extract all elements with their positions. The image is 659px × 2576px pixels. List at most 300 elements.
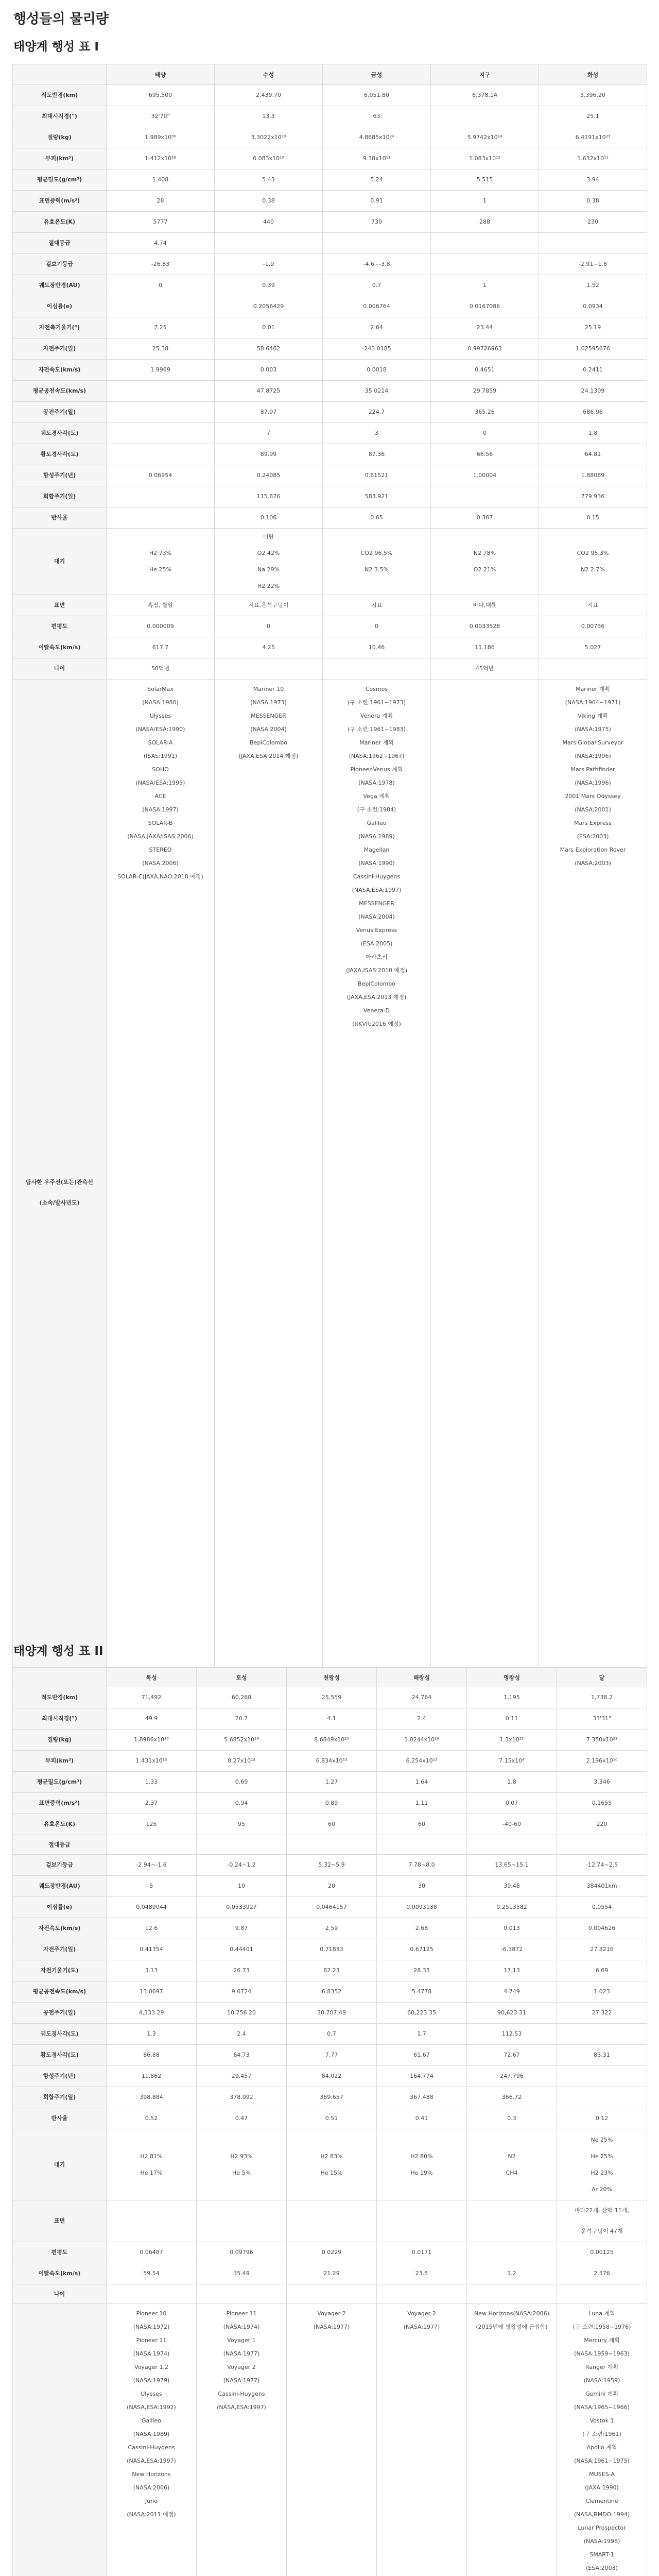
table-cell: 11.862 [107, 2066, 197, 2087]
table-cell: 1.408 [107, 170, 215, 191]
table-cell: 6,051.80 [323, 85, 431, 106]
table-cell [107, 402, 215, 423]
row-label: 항성주기(년) [13, 2066, 107, 2087]
table-cell: 58.6462 [215, 338, 323, 360]
table-cell: 4.1 [287, 1708, 377, 1730]
table-cell: 0.000009 [107, 616, 215, 637]
table-cell [467, 2242, 557, 2263]
table-row [13, 254, 647, 275]
table-cell: 0.2056429 [215, 296, 323, 317]
table-cell [107, 296, 215, 317]
row-label: 평균공전속도(km/s) [13, 381, 107, 402]
table-cell: 3.94 [539, 170, 647, 191]
table-cell: 367.488 [377, 2087, 467, 2108]
table-cell: 26.73 [197, 1960, 287, 1981]
table-cell: 25.1 [539, 106, 647, 127]
table-cell: 0.00736 [539, 616, 647, 637]
row-label: 항성주기(년) [13, 465, 107, 486]
row-label: 자전주기(일) [13, 1939, 107, 1960]
table-cell: 0.71833 [287, 1939, 377, 1960]
table-cell: 0.2513582 [467, 1897, 557, 1918]
table-row [13, 2200, 647, 2242]
page-title: 행성들의 물리량 [13, 11, 109, 27]
table-cell: 3.13 [107, 1960, 197, 1981]
table-cell [107, 2200, 197, 2242]
table-cell: 6.69 [557, 1960, 647, 1981]
table-cell: 20.7 [197, 1708, 287, 1730]
table-row [13, 2284, 647, 2304]
table-cell: 28 [107, 191, 215, 212]
column-header: 지구 [431, 64, 539, 85]
table-cell: -1.9 [215, 254, 323, 275]
table-cell: 13.0697 [107, 1981, 197, 2003]
table-cell: Cosmos (구 소련:1961~1973) Venera 계획 (구 소련:1961~1983) Mariner 계획 (NASA:1962~1967) Pioneer-Venus 계획 (NASA:1978) Vega 계획 (구 소련:1984) Galileo (NASA:1989) Magellan (NASA:1990) Cassini-Huygens (NASA,ESA:1997) MESSENGER (NASA:2004) Venus Express (ESA:2005) 아카츠키 (JAXA,ISAS:2010 예정) BepiColombo (JAXA,ESA:2013 예정) Venera-D (RKVR:2016 예정) [323, 680, 431, 1703]
row-label: 이탈속도(km/s) [13, 2263, 107, 2284]
table-cell: 23.5 [377, 2263, 467, 2284]
table-cell: 0.0464157 [287, 1897, 377, 1918]
table-cell: 33'31" [557, 1708, 647, 1730]
table-cell: 11.186 [431, 637, 539, 658]
table-cell: 1.52 [539, 275, 647, 296]
table-row [13, 2263, 647, 2284]
table-cell: 1.431x10¹⁵ [107, 1751, 197, 1772]
table-cell [107, 2284, 197, 2304]
table-row [13, 680, 647, 1703]
table-cell: 112.53 [467, 2024, 557, 2045]
table-cell [557, 2024, 647, 2045]
row-label: 궤도경사각(도) [13, 2024, 107, 2045]
table-cell [287, 2284, 377, 2304]
table-row [13, 296, 647, 317]
table-row [13, 1708, 647, 1730]
table1-heading: 태양계 행성 표 I [13, 40, 99, 54]
table-cell: 86.88 [107, 2045, 197, 2066]
table-cell: 440 [215, 212, 323, 233]
table-cell [467, 2284, 557, 2304]
table-row [13, 402, 647, 423]
table-cell: 0.4651 [431, 360, 539, 381]
table-cell [431, 233, 539, 254]
table-cell: 0.3 [467, 2108, 557, 2129]
table-cell: 2.37 [107, 1793, 197, 1814]
table-cell: 4.749 [467, 1981, 557, 2003]
table-cell: 지표,운석구덩이 [215, 595, 323, 616]
table-cell: 230 [539, 212, 647, 233]
table-cell: 5.9742x10²⁴ [431, 127, 539, 148]
column-header: 토성 [197, 1668, 287, 1687]
table-cell: 17.13 [467, 1960, 557, 1981]
table-cell: 2.376 [557, 2263, 647, 2284]
table-cell: 0 [107, 275, 215, 296]
table-row [13, 2045, 647, 2066]
table-row [13, 275, 647, 296]
table-cell: 125 [107, 1814, 197, 1835]
table-cell: 0.39 [215, 275, 323, 296]
row-label: 공전주기(일) [13, 402, 107, 423]
table-cell: 5777 [107, 212, 215, 233]
table-cell: 0.003 [215, 360, 323, 381]
table-cell: Pioneer 10 (NASA:1972) Pioneer 11 (NASA:1974) Voyager 1,2 (NASA:1979) Ulysses (NASA,ESA:1992) Galileo (NASA:1989) Cassini-Huygens (NASA,ESA:1997) New Horizons (NASA:2006) Juno (NASA:2011 예정) [107, 2304, 197, 2576]
table-cell: 115.876 [215, 486, 323, 507]
row-label: 이탈속도(km/s) [13, 637, 107, 658]
table-cell: 0.01 [215, 317, 323, 338]
table-cell: 6.254x10¹³ [377, 1751, 467, 1772]
table-cell: 1.02595676 [539, 338, 647, 360]
table-cell: 0.106 [215, 507, 323, 529]
table-cell [557, 2284, 647, 2304]
table-row [13, 2024, 647, 2045]
row-label: 부피(km³) [13, 148, 107, 170]
table-cell: 0.0093138 [377, 1897, 467, 1918]
table-cell [539, 658, 647, 680]
table-cell: 10 [197, 1876, 287, 1897]
table-cell: 0.09796 [197, 2242, 287, 2263]
table-cell [557, 2087, 647, 2108]
table-cell: 25.38 [107, 338, 215, 360]
table-cell: 1.33 [107, 1772, 197, 1793]
table-cell: 2.4 [377, 1708, 467, 1730]
table-row [13, 2108, 647, 2129]
column-header: 목성 [107, 1668, 197, 1687]
table-cell: 바다22개, 산맥 11개, 운석구덩이 47개 [557, 2200, 647, 2242]
table-cell [197, 1835, 287, 1855]
table-row [13, 465, 647, 486]
table-cell: 7.25 [107, 317, 215, 338]
row-label: 평균밀도(g/cm³) [13, 170, 107, 191]
table-cell: 779.936 [539, 486, 647, 507]
table-cell: 47.8725 [215, 381, 323, 402]
table-cell: Luna 계획 (구 소련:1958~1976) Mercury 계획 (NASA:1959~1963) Ranger 계획 (NASA:1959) Gemini 계획 (NASA:1965~1966) Vostok 1 (구 소련:1961) Apollo 계획 (NASA:1961~1975) MUSES-A (JAXA:1990) Clementine (NASA,BMDO:1994) Lunar Prospector (NASA:1998) SMART-1 (ESA:2003) [557, 2304, 647, 2576]
row-label: 유효온도(K) [13, 1814, 107, 1835]
table-cell: 6.8352 [287, 1981, 377, 2003]
table-cell: 84.022 [287, 2066, 377, 2087]
table-cell: 13.3 [215, 106, 323, 127]
table-cell: 0.91 [323, 191, 431, 212]
table-row [13, 191, 647, 212]
table-cell: 1.3 [107, 2024, 197, 2045]
row-label: 자전기울기(도) [13, 1960, 107, 1981]
table-row [13, 2087, 647, 2108]
table-cell: 59.54 [107, 2263, 197, 2284]
row-label: 나이 [13, 2284, 107, 2304]
table-cell: 3 [323, 423, 431, 444]
table-cell: H2 80% He 19% [377, 2129, 467, 2200]
table-cell: 164.774 [377, 2066, 467, 2087]
table-cell: 63 [323, 106, 431, 127]
table-cell [107, 486, 215, 507]
table-row [13, 2003, 647, 2024]
table-row [13, 2304, 647, 2576]
table-cell [215, 658, 323, 680]
table-cell [323, 658, 431, 680]
table-cell: 95 [197, 1814, 287, 1835]
table-cell [377, 2200, 467, 2242]
table-cell: 27.322 [557, 2003, 647, 2024]
table-row [13, 1793, 647, 1814]
table-cell: 5.515 [431, 170, 539, 191]
table-cell: 6.834x10¹³ [287, 1751, 377, 1772]
row-label: 회합주기(일) [13, 486, 107, 507]
table-cell [107, 444, 215, 465]
table-cell: 1.00004 [431, 465, 539, 486]
table-row [13, 1855, 647, 1876]
table-cell: 5.43 [215, 170, 323, 191]
table-row [13, 1897, 647, 1918]
table-cell: 89.99 [215, 444, 323, 465]
table-cell: 0 [431, 423, 539, 444]
table-row [13, 148, 647, 170]
table-row [13, 85, 647, 106]
table-cell: 4.25 [215, 637, 323, 658]
planet-table-1 [12, 64, 647, 1703]
table-cell: 24,764 [377, 1687, 467, 1708]
table-row [13, 127, 647, 148]
table-cell: 25.19 [539, 317, 647, 338]
table-cell: 1.412x10¹⁸ [107, 148, 215, 170]
table-cell: 0.99726963 [431, 338, 539, 360]
table-cell: 0.69 [197, 1772, 287, 1793]
table-cell: 0.0934 [539, 296, 647, 317]
table-cell: 5.32~5.9 [287, 1855, 377, 1876]
table-cell: 1.8986x10²⁷ [107, 1730, 197, 1751]
column-header: 해왕성 [377, 1668, 467, 1687]
table-row [13, 212, 647, 233]
table-cell: 7.78~8.0 [377, 1855, 467, 1876]
row-label: 편평도 [13, 616, 107, 637]
row-label: 탐사한 우주선(또는)관측선 (소속/발사년도) [13, 680, 107, 1703]
table-cell: 1.632x10¹¹ [539, 148, 647, 170]
table-cell: 247.796 [467, 2066, 557, 2087]
row-label: 평균밀도(g/cm³) [13, 1772, 107, 1793]
table-cell: 지표 [539, 595, 647, 616]
table-cell: 10,756.20 [197, 2003, 287, 2024]
table-cell: 0.51 [287, 2108, 377, 2129]
table-cell: 1.7 [377, 2024, 467, 2045]
table-cell: 32'70" [107, 106, 215, 127]
table-cell: 378.092 [197, 2087, 287, 2108]
table-cell: 369.657 [287, 2087, 377, 2108]
table-cell: 0.12 [557, 2108, 647, 2129]
table-cell: New Horizons(NASA:2006) (2015년에 명왕성에 근접함) [467, 2304, 557, 2576]
table-cell: 5 [107, 1876, 197, 1897]
table-cell: 60 [377, 1814, 467, 1835]
table-cell: 0 [215, 616, 323, 637]
table-cell: 90,623.31 [467, 2003, 557, 2024]
table-row [13, 486, 647, 507]
table-cell: 1.27 [287, 1772, 377, 1793]
table-row [13, 529, 647, 595]
table-row [13, 637, 647, 658]
row-label: 적도반경(km) [13, 85, 107, 106]
table-cell: 0.0229 [287, 2242, 377, 2263]
row-label [13, 2304, 107, 2576]
table-cell: 2.64 [323, 317, 431, 338]
table-cell: 0.41 [377, 2108, 467, 2129]
row-label: 이심률(e) [13, 1897, 107, 1918]
table-cell: 0.24085 [215, 465, 323, 486]
table-cell: 1.88089 [539, 465, 647, 486]
table-cell: 1.989x10³⁰ [107, 127, 215, 148]
table-cell [107, 507, 215, 529]
row-label: 표면 [13, 595, 107, 616]
row-label: 궤도장반경(AU) [13, 275, 107, 296]
table-cell: 0.15 [539, 507, 647, 529]
table-cell: 0.0167086 [431, 296, 539, 317]
table-cell [431, 254, 539, 275]
table-cell: 365.26 [431, 402, 539, 423]
table-cell: 0.94 [197, 1793, 287, 1814]
table-cell: 0.0018 [323, 360, 431, 381]
table-cell: 6.083x10¹⁰ [215, 148, 323, 170]
table-cell [287, 2200, 377, 2242]
table-row [13, 658, 647, 680]
table-row [13, 360, 647, 381]
table-cell: H2 81% He 17% [107, 2129, 197, 2200]
table-row [13, 1918, 647, 1939]
table-cell: 29.457 [197, 2066, 287, 2087]
table-cell: 384401km [557, 1876, 647, 1897]
row-label: 궤도경사각(도) [13, 423, 107, 444]
row-label: 최대시직경(") [13, 1708, 107, 1730]
row-label: 황도경사각(도) [13, 2045, 107, 2066]
header-corner [13, 64, 107, 85]
table-cell: 83.31 [557, 2045, 647, 2066]
column-header: 수성 [215, 64, 323, 85]
table-cell: 0.0533927 [197, 1897, 287, 1918]
table-cell: 29.7859 [431, 381, 539, 402]
table-cell: -40-60 [467, 1814, 557, 1835]
table-cell: 87.97 [215, 402, 323, 423]
column-header: 달 [557, 1668, 647, 1687]
table-cell [287, 1835, 377, 1855]
table-cell: 60 [287, 1814, 377, 1835]
table-cell: 0 [323, 616, 431, 637]
table-row [13, 1687, 647, 1708]
table-cell: 23.44 [431, 317, 539, 338]
table-cell: -2.91~1.8 [539, 254, 647, 275]
table-cell: 7.350x10²² [557, 1730, 647, 1751]
table-cell: 2.4 [197, 2024, 287, 2045]
table-row [13, 170, 647, 191]
table-cell: 0.7 [323, 275, 431, 296]
table-row [13, 595, 647, 616]
table-cell: Pioneer 11 (NASA:1974) Voyager 1 (NASA:1977) Voyager 2 (NASA:1977) Cassini-Huygens (NASA,ESA:1997) [197, 2304, 287, 2576]
table-cell: -2.94~-1.6 [107, 1855, 197, 1876]
table-cell: 0.07 [467, 1793, 557, 1814]
table-cell: 7.77 [287, 2045, 377, 2066]
table-cell: 583.921 [323, 486, 431, 507]
table-cell: 3,396.20 [539, 85, 647, 106]
table-cell: 1 [431, 275, 539, 296]
table-cell: 45억년 [431, 658, 539, 680]
table-cell: 617.7 [107, 637, 215, 658]
table-row [13, 616, 647, 637]
row-label: 유효온도(K) [13, 212, 107, 233]
table-cell: H2 83% He 15% [287, 2129, 377, 2200]
row-label: 적도반경(km) [13, 1687, 107, 1708]
table-cell: SolarMax (NASA:1980) Ulysses (NASA/ESA:1990) SOLAR-A (ISAS:1991) SOHO (NASA/ESA:1995) ACE (NASA:1997) SOLAR-B (NASA,JAXA/ISAS:2006) STEREO (NASA:2006) SOLAR-C(JAXA,NAO:2018 예정) [107, 680, 215, 1703]
row-label: 표면 [13, 2200, 107, 2242]
row-label: 회합주기(일) [13, 2087, 107, 2108]
table-cell: 바다,대륙 [431, 595, 539, 616]
table-row [13, 381, 647, 402]
table-cell: 1.0244x10²⁶ [377, 1730, 467, 1751]
row-label: 부피(km³) [13, 1751, 107, 1772]
table-cell: 25,559 [287, 1687, 377, 1708]
row-label: 자전속도(km/s) [13, 360, 107, 381]
table-cell: 35.49 [197, 2263, 287, 2284]
table-cell: 5.24 [323, 170, 431, 191]
table-cell: Mariner 계획 (NASA:1964~1971) Viking 계획 (NASA:1975) Mars Global Surveyor (NASA:1996) Mars Pathfinder (NASA:1996) 2001 Mars Odyssey (NASA:2001) Mars Express (ESA:2003) Mars Exploration Rover (NASA:2003) [539, 680, 647, 1703]
row-label: 질량(kg) [13, 1730, 107, 1751]
table-cell: 0.00125 [557, 2242, 647, 2263]
table-cell: 27.3216 [557, 1939, 647, 1960]
table-cell: 0.004626 [557, 1918, 647, 1939]
table-row [13, 1730, 647, 1751]
table-row [13, 1814, 647, 1835]
row-label: 공전주기(일) [13, 2003, 107, 2024]
table-cell: 695,500 [107, 85, 215, 106]
table-cell: 0.006764 [323, 296, 431, 317]
table-cell: 61.67 [377, 2045, 467, 2066]
table-cell: 0.38 [539, 191, 647, 212]
table-cell: 0.38 [215, 191, 323, 212]
table-cell [431, 680, 539, 1703]
row-label: 반사율 [13, 507, 107, 529]
table-cell: 8.6849x10²⁵ [287, 1730, 377, 1751]
table-cell: 5.027 [539, 637, 647, 658]
row-label: 자전축기울기(°) [13, 317, 107, 338]
planet-table-2 [12, 1667, 647, 2576]
table-cell: 2.196x10¹⁰ [557, 1751, 647, 1772]
table-cell: CO2 95.3% N2 2.7% [539, 529, 647, 595]
table-cell: 2.59 [287, 1918, 377, 1939]
table-cell: 13.65~15.1 [467, 1855, 557, 1876]
table-row [13, 444, 647, 465]
table-cell: 64.73 [197, 2045, 287, 2066]
table-cell: 0.06954 [107, 465, 215, 486]
table-cell: 0.0554 [557, 1897, 647, 1918]
table-cell: 64.81 [539, 444, 647, 465]
row-label: 절대등급 [13, 233, 107, 254]
column-header: 천왕성 [287, 1668, 377, 1687]
row-label: 평균공전속도(km/s) [13, 1981, 107, 2003]
table-row [13, 1835, 647, 1855]
row-label: 궤도장반경(AU) [13, 1876, 107, 1897]
table-cell: 10.46 [323, 637, 431, 658]
table-cell [215, 233, 323, 254]
table-cell [431, 486, 539, 507]
table-row [13, 1939, 647, 1960]
table-cell: 6.4191x10²³ [539, 127, 647, 148]
row-label: 나이 [13, 658, 107, 680]
table-row [13, 423, 647, 444]
table-cell: N2 78% O2 21% [431, 529, 539, 595]
table-cell: 49.9 [107, 1708, 197, 1730]
table-cell: 7.15x10⁹ [467, 1751, 557, 1772]
table-cell: Ne 25% He 25% H2 23% Ar 20% [557, 2129, 647, 2200]
table-cell: 220 [557, 1814, 647, 1835]
table-cell: Voyager 2 (NASA:1977) [287, 2304, 377, 2576]
table-row [13, 1751, 647, 1772]
table-cell: N2 CH4 [467, 2129, 557, 2200]
table-cell [323, 233, 431, 254]
table-cell: 0.0489044 [107, 1897, 197, 1918]
table-row [13, 1876, 647, 1897]
table-cell: 1.023 [557, 1981, 647, 2003]
table-cell: 5.6852x10²⁶ [197, 1730, 287, 1751]
table-cell: 2,439.70 [215, 85, 323, 106]
